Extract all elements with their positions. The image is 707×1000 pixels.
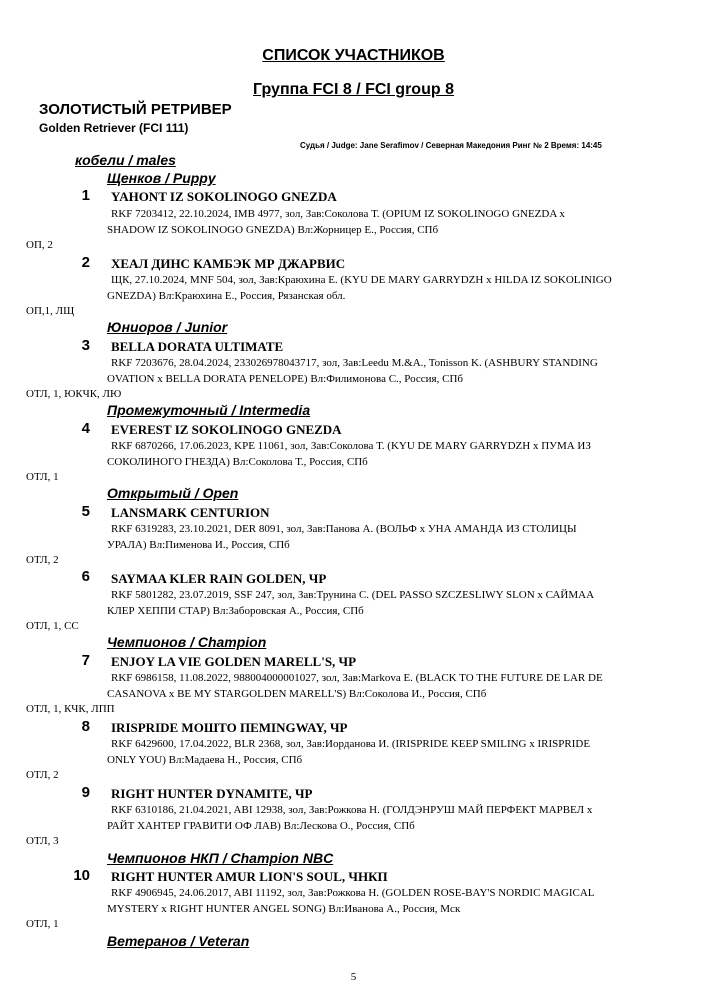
dog-details-cont: OVATION x BELLA DORATA PENELOPE) Вл:Филимонова С., Россия, СПб (107, 373, 463, 385)
dog-details-cont: MYSTERY x RIGHT HUNTER ANGEL SONG) Вл:Иванова А., Россия, Мск (107, 903, 461, 915)
entry-grade: ОТЛ, 2 (26, 554, 59, 566)
dog-details-cont: УРАЛА) Вл:Пименова И., Россия, СПб (107, 539, 290, 551)
dog-name: ENJOY LA VIE GOLDEN MARELL'S, ЧР (111, 654, 357, 669)
entry-number: 1 (81, 187, 90, 204)
entry-number: 7 (81, 652, 90, 669)
entry-number: 9 (81, 784, 90, 801)
entry-grade: ОТЛ, 1 (26, 471, 59, 483)
class-heading-intermedia: Промежуточный / Intermedia (107, 402, 311, 418)
dog-name: IRISPRIDE МОШТО ПЕМINGWAY, ЧР (111, 720, 348, 735)
dog-details-cont: ONLY YOU) Вл:Мадаева Н., Россия, СПб (107, 754, 303, 766)
dog-details-cont: GNEZDA) Вл:Краюхина Е., Россия, Рязанская обл. (107, 290, 346, 302)
dog-name: EVEREST IZ SOKOLINOGO GNEZDA (111, 422, 342, 437)
dog-details: RKF 7203676, 28.04.2024, 233026978043717, зол, Зав:Leedu M.&A., Tonisson K. (ASHBURY STANDING (111, 357, 598, 369)
dog-name: YAHONT IZ SOKOLINOGO GNEZDA (111, 189, 337, 204)
entry-number: 10 (73, 867, 90, 884)
class-heading-puppy: Щенков / Puppy (107, 170, 216, 186)
dog-name: LANSMARK CENTURION (111, 505, 270, 520)
breed-name-en: Golden Retriever (FCI 111) (39, 121, 189, 135)
entry-number: 2 (81, 254, 90, 271)
dog-details: ЩК, 27.10.2024, MNF 504, зол, Зав:Краюхина Е. (KYU DE MARY GARRYDZH x HILDA IZ SOKOLINIGO (111, 274, 612, 286)
entry-number: 6 (81, 568, 90, 585)
entry-number: 4 (81, 420, 90, 437)
dog-details: RKF 6986158, 11.08.2022, 988004000001027, зол, Зав:Markova E. (BLACK TO THE FUTURE DE LAR DE (111, 672, 603, 684)
document-title: СПИСОК УЧАСТНИКОВ (262, 47, 445, 64)
entry-grade: ОП,1, ЛЩ (26, 305, 75, 317)
entry-grade: ОТЛ, 1, КЧК, ЛПП (26, 703, 115, 715)
entry-grade: ОТЛ, 2 (26, 769, 59, 781)
class-heading-champion: Чемпионов / Champion (107, 634, 267, 650)
class-heading-veteran: Ветеранов / Veteran (107, 933, 250, 949)
dog-details: RKF 6429600, 17.04.2022, BLR 2368, зол, Зав:Иорданова И. (IRISPRIDE KEEP SMILING x IRISPRIDE (111, 738, 591, 750)
sex-heading: кобели / males (75, 152, 176, 168)
class-heading-champion-nbc: Чемпионов НКП / Champion NBC (107, 850, 334, 866)
entry-number: 8 (81, 718, 90, 735)
dog-details: RKF 7203412, 22.10.2024, IMB 4977, зол, Зав:Соколова Т. (OPIUM IZ SOKOLINOGO GNEZDA x (111, 208, 565, 220)
dog-name: RIGHT HUNTER DYNAMITE, ЧР (111, 786, 313, 801)
group-title: Группа FCI 8 / FCI group 8 (253, 81, 454, 98)
dog-name: ХЕАЛ ДИНС КАМБЭК МР ДЖАРВИС (111, 256, 346, 271)
entry-grade: ОП, 2 (26, 239, 53, 251)
dog-details-cont: РАЙТ ХАНТЕР ГРАВИТИ ОФ ЛАВ) Вл:Лескова О., Россия, СПб (107, 820, 415, 832)
entry-number: 5 (81, 503, 90, 520)
dog-details: RKF 6319283, 23.10.2021, DER 8091, зол, Зав:Панова А. (ВОЛЬФ x УНА АМАНДА ИЗ СТОЛИЦЫ (111, 523, 577, 535)
dog-details-cont: СОКОЛИНОГО ГНЕЗДА) Вл:Соколова Т., Россия, СПб (107, 456, 368, 468)
judge-ring-time: Судья / Judge: Jane Serafimov / Северная Македония Ринг № 2 Время: 14:45 (300, 141, 602, 150)
entry-grade: ОТЛ, 1, ЮКЧК, ЛЮ (26, 388, 122, 400)
class-heading-junior: Юниоров / Junior (107, 319, 228, 335)
class-heading-open: Открытый / Open (107, 485, 239, 501)
dog-details-cont: CASANOVA x BE MY STARGOLDEN MARELL'S) Вл:Соколова И., Россия, СПб (107, 688, 487, 700)
dog-name: BELLA DORATA ULTIMATE (111, 339, 284, 354)
dog-details: RKF 5801282, 23.07.2019, SSF 247, зол, Зав:Трунина С. (DEL PASSO SZCZESLIWY SLON x САЙМАА (111, 589, 595, 601)
page-number: 5 (350, 971, 357, 983)
entry-grade: ОТЛ, 3 (26, 835, 59, 847)
entry-grade: ОТЛ, 1 (26, 918, 59, 930)
dog-details: RKF 6310186, 21.04.2021, ABI 12938, зол, Зав:Рожкова Н. (ГОЛДЭНРУШ МАЙ ПЕРФЕКТ МАРВЕЛ x (111, 804, 593, 816)
dog-name: RIGHT HUNTER AMUR LION'S SOUL, ЧНКП (111, 869, 388, 884)
dog-details-cont: КЛЕР ХЕППИ СТАР) Вл:Заборовская А., Россия, СПб (107, 605, 364, 617)
entry-grade: ОТЛ, 1, СС (26, 620, 79, 632)
breed-name-ru: ЗОЛОТИСТЫЙ РЕТРИВЕР (39, 101, 232, 118)
dog-details: RKF 4906945, 24.06.2017, ABI 11192, зол, Зав:Рожкова Н. (GOLDEN ROSE-BAY'S NORDIC MAGICAL (111, 887, 595, 899)
dog-details-cont: SHADOW IZ SOKOLINOGO GNEZDA) Вл:Жорницер Е., Россия, СПб (107, 224, 439, 236)
dog-name: SAYMAA KLER RAIN GOLDEN, ЧР (111, 571, 327, 586)
entry-number: 3 (81, 337, 90, 354)
dog-details: RKF 6870266, 17.06.2023, KPE 11061, зол, Зав:Соколова Т. (KYU DE MARY GARRYDZH x ПУМА ИЗ (111, 440, 591, 452)
